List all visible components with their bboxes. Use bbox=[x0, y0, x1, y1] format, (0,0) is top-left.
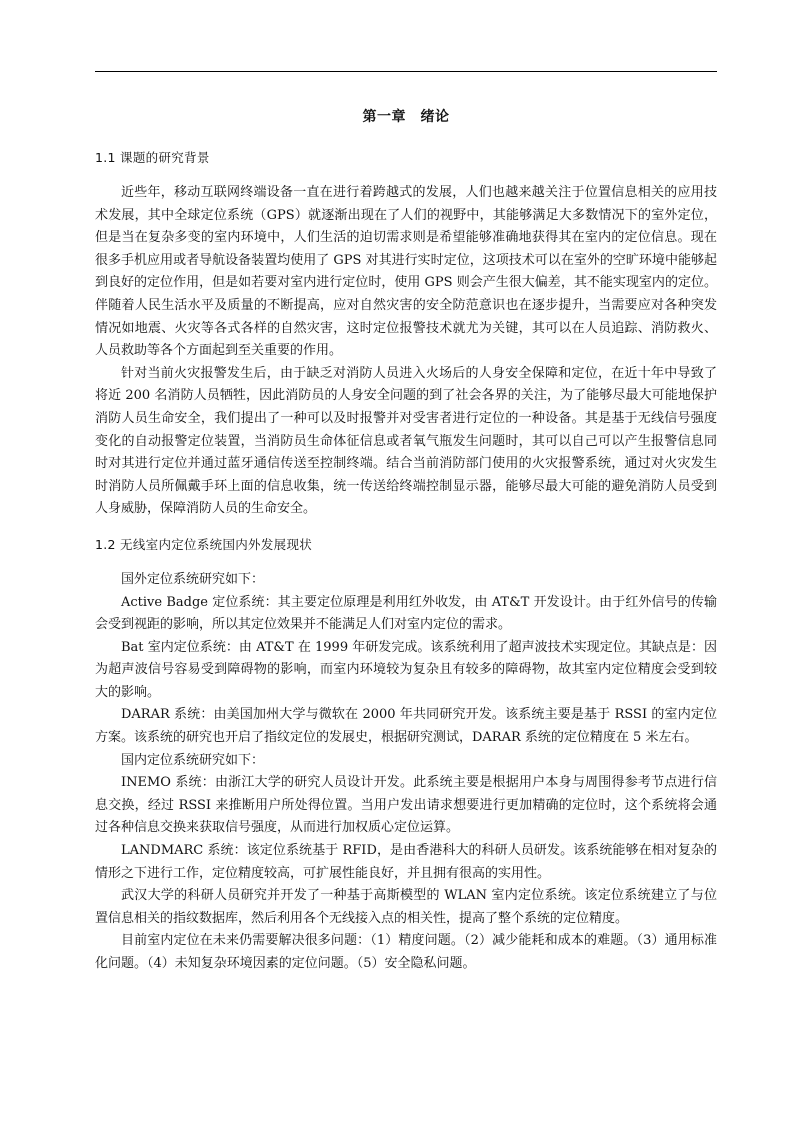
paragraph-landmarc: LANDMARC 系统：该定位系统基于 RFID，是由香港科大的科研人员研发。该系统能够在相对复杂的情形之下进行工作，定位精度较高，可扩展性能良好，并且拥有很高的实用性。 bbox=[95, 843, 717, 881]
header-rule bbox=[95, 71, 717, 72]
paragraph-future-problems: 目前室内定位在未来仍需要解决很多问题：（1）精度问题。（2）减少能耗和成本的难题。（3）通用标准化问题。（4）未知复杂环境因素的定位问题。（5）安全隐私问题。 bbox=[95, 933, 717, 971]
paragraph-background-1: 近些年，移动互联网终端设备一直在进行着跨越式的发展，人们也越来越关注于位置信息相关的应用技术发展，其中全球定位系统（GPS）就逐渐出现在了人们的视野中，其能够满足大多数情况下的室外定位，但是当在复杂多变的室内环境中，人们生活的迫切需求则是希望能够准确地获得其在室内的定位信息。现在很多手机应用或者导航设备装置均使用了 GPS 对其进行实时定位，这项技术可以在室外的空旷环境中能够起到良好的定位作用，但是如若要对室内进行定位时，使用 GPS 则会产生很大偏差，其不能实现室内的定位。伴随着人民生活水平及质量的不断提高，应对自然灾害的安全防范意识也在逐步提升，当需要应对各种突发情况如地震、火灾等各式各样的自然灾害，这时定位报警技术就尤为关键，其可以在人员追踪、消防救火、人员救助等各个方面起到至关重要的作用。 bbox=[95, 185, 717, 359]
paragraph-domestic-systems-intro: 国内定位系统研究如下： bbox=[121, 752, 265, 768]
section-heading-1-2: 1.2 无线室内定位系统国内外发展现状 bbox=[95, 536, 313, 552]
paragraph-background-2: 针对当前火灾报警发生后，由于缺乏对消防人员进入火场后的人身安全保障和定位，在近十年中导致了将近 200 名消防人员牺牲，因此消防员的人身安全问题的到了社会各界的关注，为了能够尽最大可能地保护消防人员生命安全，我们提出了一种可以及时报警并对受害者进行定位的一种设备。其是基于无线信号强度变化的自动报警定位装置，当消防员生命体征信息或者氧气瓶发生问题时，其可以自己可以产生报警信息同时对其进行定位并通过蓝牙通信传送至控制终端。结合当前消防部门使用的火灾报警系统，通过对火灾发生时消防人员所佩戴手环上面的信息收集，统一传送给终端控制显示器，能够尽最大可能的避免消防人员受到人身威胁，保障消防人员的生命安全。 bbox=[95, 365, 717, 517]
paragraph-inemo: INEMO 系统：由浙江大学的研究人员设计开发。此系统主要是根据用户本身与周围得参考节点进行信息交换，经过 RSSI 来推断用户所处得位置。当用户发出请求想要进行更加精确的定位时，这个系统将会通过各种信息交换来获取信号强度，从而进行加权质心定位运算。 bbox=[95, 775, 717, 836]
paragraph-foreign-systems-intro: 国外定位系统研究如下： bbox=[121, 571, 265, 587]
paragraph-bat: Bat 室内定位系统：由 AT&T 在 1999 年研发完成。该系统利用了超声波技术实现定位。其缺点是：因为超声波信号容易受到障碍物的影响，而室内环境较为复杂且有较多的障碍物，故其室内定位精度会受到较大的影响。 bbox=[95, 639, 717, 700]
paragraph-wuhan-wlan: 武汉大学的科研人员研究并开发了一种基于高斯模型的 WLAN 室内定位系统。该定位系统建立了与位置信息相关的指纹数据库，然后利用各个无线接入点的相关性，提高了整个系统的定位精度。 bbox=[95, 888, 717, 926]
page-body bbox=[95, 148, 717, 976]
paragraph-active-badge: Active Badge 定位系统：其主要定位原理是利用红外收发，由 AT&T 开发设计。由于红外信号的传输会受到视距的影响，所以其定位效果并不能满足人们对室内定位的需求。 bbox=[95, 594, 717, 633]
chapter-title: 第一章 绪论 bbox=[362, 109, 450, 125]
paragraph-darar: DARAR 系统：由美国加州大学与微软在 2000 年共同研究开发。该系统主要是基于 RSSI 的室内定位方案。该系统的研究也开启了指纹定位的发展史，根据研究测试，DARAR 系统的定位精度在 5 米左右。 bbox=[95, 707, 717, 746]
section-heading-1-1: 1.1 课题的研究背景 bbox=[95, 150, 210, 165]
